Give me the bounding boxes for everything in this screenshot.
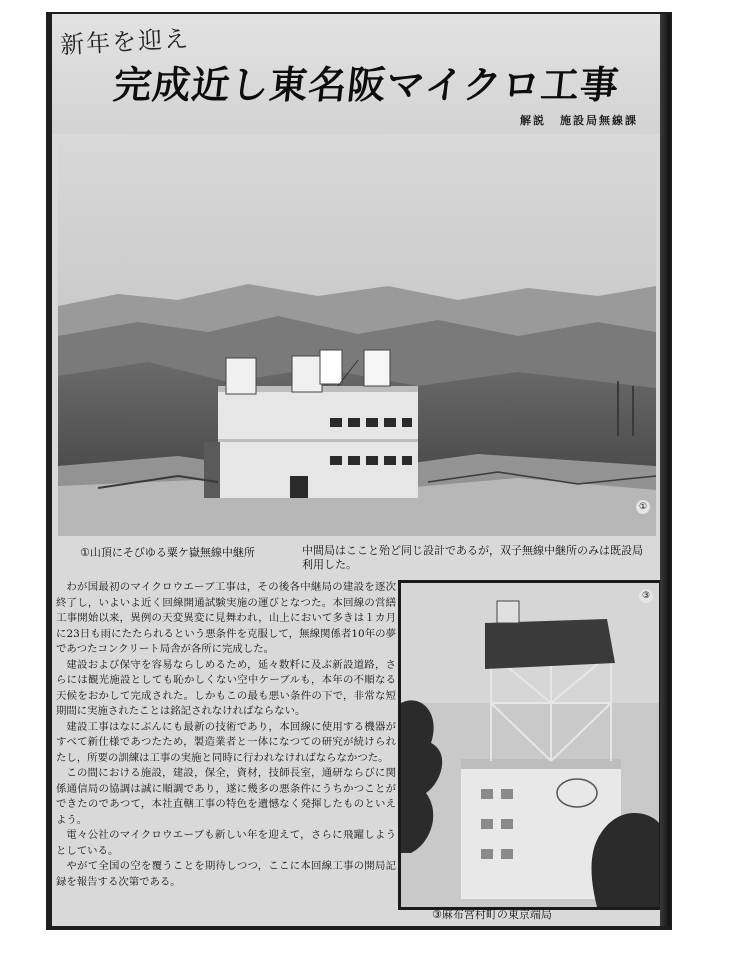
- tokyo-terminal-tower-photo: [398, 580, 660, 910]
- header-band: [52, 14, 660, 134]
- byline-label: 解説: [520, 114, 546, 127]
- handwritten-note: 新年を迎え: [59, 24, 191, 60]
- article-paragraph: やがて全国の空を覆うことを期待しつつ，ここに本回線工事の開局記録を報告する次第である。: [56, 860, 396, 888]
- tower-photo-illustration: [401, 583, 659, 907]
- article-paragraph: 電々公社のマイクロウエーブも新しい年を迎えて，さらに飛躍しようとしている。: [56, 829, 396, 857]
- byline-department: 施設局無線課: [560, 114, 638, 127]
- article-paragraph: わが国最初のマイクロウエーブ工事は，その後各中継局の建設を逐次終了し，いよいよ近く回線開通試験実施の運びとなつた。本回線の営繕工事開始以来，異例の天変異変に見舞われ，山上において多きは１カ月に23日も雨にたたられるという悪条件を克服して，無線関係者10年の夢であつたコンクリート局舎が各所に完成した。: [56, 581, 396, 655]
- binding-edge: [660, 14, 670, 926]
- article-body: [56, 580, 396, 890]
- mountain-relay-station-photo: [58, 136, 656, 536]
- photo-number-badge: ①: [636, 500, 650, 514]
- magazine-page: [52, 14, 660, 926]
- article-paragraph: 建設工事はなにぶんにも最新の技術であり，本回線に使用する機器がすべて新仕様であつたため，製造業者と一体になつての研究が続けられたし，所要の訓練は工事の実施と同時に行われなければならなかつた。: [56, 720, 396, 764]
- page-title: 完成近し東名阪マイクロ工事: [111, 63, 622, 107]
- photo-caption-row: [60, 542, 656, 576]
- article-paragraph: 建設および保守を容易ならしめるため，延々数粁に及ぶ新設道路，さらには観光施設としても恥かしくない空中ケーブルも，本年の不順なる天候をおかして完成された。しかもこの最も悪い条件の下で，非常な短期間に実施されたことは銘記されなければならない。: [56, 658, 396, 717]
- photo-number-badge: ③: [639, 589, 653, 603]
- byline: [520, 112, 638, 128]
- mountain-photo-note: 中間局はここと殆ど同じ設計であるが，双子無線中継所のみは既設局利用した。: [302, 544, 643, 571]
- tower-photo-caption: ③麻布宮村町の東京端局: [432, 908, 552, 921]
- article-paragraph: この間における施設，建設，保全，資材，技師長室，通研ならびに関係通信局の協調は誠に順調であり，遂に幾多の悪条件にうちかつことができたのであつて，本社直轄工事の特色を遺憾なく発揮したものといえよう。: [56, 767, 396, 826]
- mountain-photo-illustration: [58, 136, 656, 536]
- mountain-photo-caption: ①山頂にそびゆる粟ケ嶽無線中継所: [80, 546, 255, 559]
